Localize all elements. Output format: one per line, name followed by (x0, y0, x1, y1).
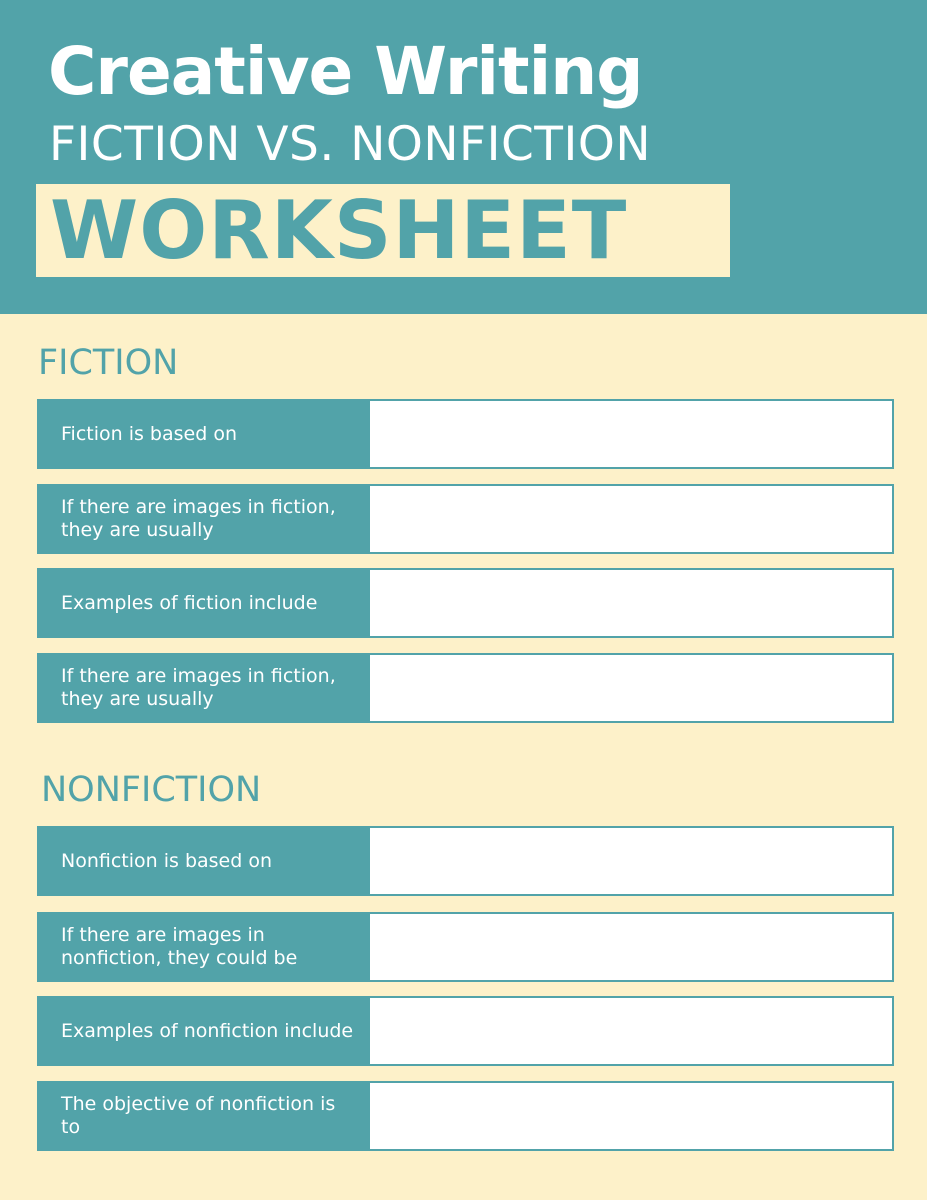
fiction-row-1-answer-field[interactable] (368, 399, 894, 469)
page-title: Creative Writing (48, 33, 643, 110)
fiction-row-1-label: Fiction is based on (37, 399, 368, 469)
fiction-row-1 (37, 399, 894, 469)
worksheet-label: WORKSHEET (50, 184, 628, 277)
fiction-row-4-label: If there are images in fiction, they are usually (37, 653, 368, 723)
fiction-row-2-label: If there are images in fiction, they are usually (37, 484, 368, 554)
nonfiction-row-1-label: Nonfiction is based on (37, 826, 368, 896)
nonfiction-row-2-label: If there are images in nonfiction, they could be (37, 912, 368, 982)
worksheet-label-box (36, 184, 730, 277)
fiction-row-2 (37, 484, 894, 554)
fiction-row-3-label: Examples of fiction include (37, 568, 368, 638)
nonfiction-row-4 (37, 1081, 894, 1151)
fiction-row-4 (37, 653, 894, 723)
page-subtitle: FICTION VS. NONFICTION (49, 117, 651, 172)
fiction-row-2-answer-field[interactable] (368, 484, 894, 554)
nonfiction-row-2-answer-field[interactable] (368, 912, 894, 982)
fiction-heading: FICTION (38, 343, 179, 383)
header-banner (0, 0, 927, 314)
nonfiction-row-4-label: The objective of nonfiction is to (37, 1081, 368, 1151)
nonfiction-row-1 (37, 826, 894, 896)
nonfiction-row-3 (37, 996, 894, 1066)
nonfiction-row-1-answer-field[interactable] (368, 826, 894, 896)
nonfiction-row-2 (37, 912, 894, 982)
fiction-row-4-answer-field[interactable] (368, 653, 894, 723)
nonfiction-row-3-label: Examples of nonfiction include (37, 996, 368, 1066)
fiction-row-3 (37, 568, 894, 638)
nonfiction-heading: NONFICTION (41, 770, 262, 810)
nonfiction-row-3-answer-field[interactable] (368, 996, 894, 1066)
nonfiction-row-4-answer-field[interactable] (368, 1081, 894, 1151)
fiction-row-3-answer-field[interactable] (368, 568, 894, 638)
